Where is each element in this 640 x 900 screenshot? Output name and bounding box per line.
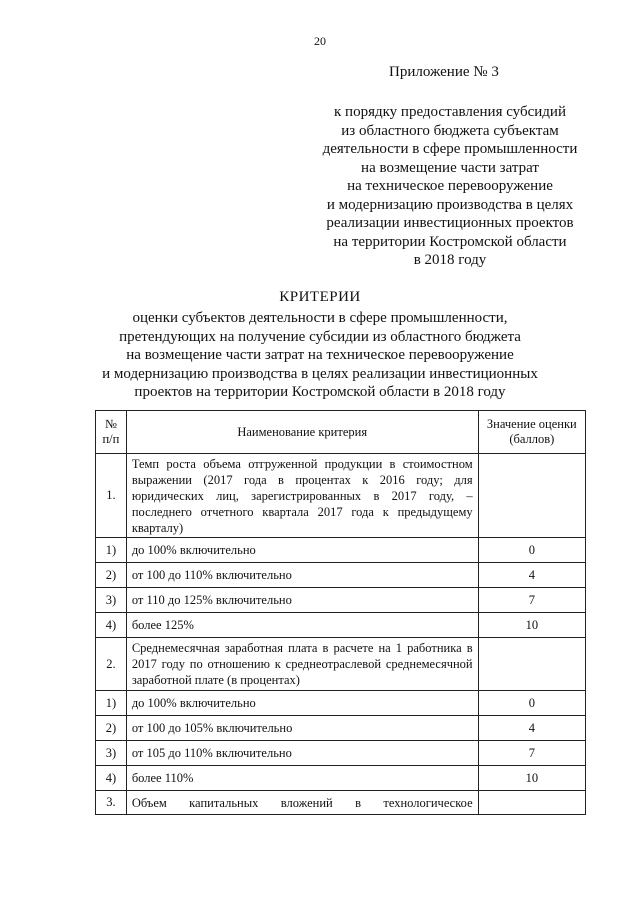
criterion-score: 4 xyxy=(478,563,585,588)
table-row xyxy=(96,766,586,791)
appendix-line: к порядку предоставления субсидий xyxy=(334,104,566,120)
row-number: 1) xyxy=(96,538,127,563)
row-number: 3. xyxy=(96,791,127,815)
criterion-score: 10 xyxy=(478,766,585,791)
appendix-line: деятельности в сфере промышленности xyxy=(322,141,578,157)
appendix-title: Приложение № 3 xyxy=(389,64,499,80)
table-header-row xyxy=(96,411,586,454)
appendix-line: реализации инвестиционных проектов xyxy=(326,215,574,231)
criterion-name: от 110 до 125% включительно xyxy=(126,588,478,613)
row-number: 3) xyxy=(96,741,127,766)
table-row xyxy=(96,791,586,815)
criterion-name: до 100% включительно xyxy=(126,691,478,716)
table-row xyxy=(96,716,586,741)
appendix-line: на возмещение части затрат xyxy=(361,159,539,176)
criterion-score: 7 xyxy=(478,741,585,766)
row-number: 4) xyxy=(96,766,127,791)
appendix-line: из областного бюджета субъектам xyxy=(341,122,559,139)
criterion-score: 7 xyxy=(478,588,585,613)
table-row xyxy=(96,691,586,716)
subtitle-line: на возмещение части затрат на техническое перевооружение xyxy=(126,347,514,363)
criterion-name: от 105 до 110% включительно xyxy=(126,741,478,766)
row-number: 2) xyxy=(96,716,127,741)
appendix-line: и модернизацию производства в целях xyxy=(326,196,574,213)
table-row xyxy=(96,538,586,563)
criterion-name: Объем капитальных вложений в технологическое xyxy=(126,791,478,815)
table-row xyxy=(96,454,586,538)
table-row xyxy=(96,613,586,638)
criterion-score xyxy=(478,454,585,538)
subtitle-line: и модернизацию производства в целях реализации инвестиционных xyxy=(102,365,538,382)
row-number: 3) xyxy=(96,588,127,613)
subtitle-line: проектов на территории Костромской области в 2018 году xyxy=(134,384,506,400)
row-number: 2) xyxy=(96,563,127,588)
subtitle-line: претендующих на получение субсидии из областного бюджета xyxy=(119,328,521,345)
criterion-name: от 100 до 105% включительно xyxy=(126,716,478,741)
criterion-name: более 110% xyxy=(126,766,478,791)
criterion-score xyxy=(478,638,585,691)
page-number: 20 xyxy=(314,34,326,48)
appendix-line: в 2018 году xyxy=(413,252,487,268)
row-number: 4) xyxy=(96,613,127,638)
header-num: № п/п xyxy=(96,411,127,454)
row-number: 2. xyxy=(96,638,127,691)
criterion-name: Темп роста объема отгруженной продукции в стоимостном выражении (2017 года в процентах к 2016 году; для юридических лиц, зарегистрированных в 2017 году, – последнего отчетного квартала 2017 года к предыдущему кварталу) xyxy=(126,454,478,538)
criterion-name: более 125% xyxy=(126,613,478,638)
criteria-subtitle xyxy=(60,309,580,402)
criteria-title: КРИТЕРИИ xyxy=(279,289,361,305)
table-row xyxy=(96,563,586,588)
criterion-name: Среднемесячная заработная плата в расчете на 1 работника в 2017 году по отношению к среднеотраслевой среднемесячной заработной плате (в процентах) xyxy=(126,638,478,691)
criterion-name: до 100% включительно xyxy=(126,538,478,563)
appendix-line: на техническое перевооружение xyxy=(347,178,553,194)
criteria-table xyxy=(95,410,586,815)
criterion-score: 0 xyxy=(478,691,585,716)
table-row xyxy=(96,588,586,613)
criterion-score: 4 xyxy=(478,716,585,741)
appendix-description xyxy=(300,103,600,270)
header-name: Наименование критерия xyxy=(126,411,478,454)
appendix-line: на территории Костромской области xyxy=(333,233,567,250)
table-row xyxy=(96,638,586,691)
criterion-score: 0 xyxy=(478,538,585,563)
row-number: 1) xyxy=(96,691,127,716)
criterion-score: 10 xyxy=(478,613,585,638)
criterion-name: от 100 до 110% включительно xyxy=(126,563,478,588)
header-score: Значение оценки (баллов) xyxy=(478,411,585,454)
row-number: 1. xyxy=(96,454,127,538)
table-row xyxy=(96,741,586,766)
subtitle-line: оценки субъектов деятельности в сфере промышленности, xyxy=(132,310,508,326)
criterion-score xyxy=(478,791,585,815)
